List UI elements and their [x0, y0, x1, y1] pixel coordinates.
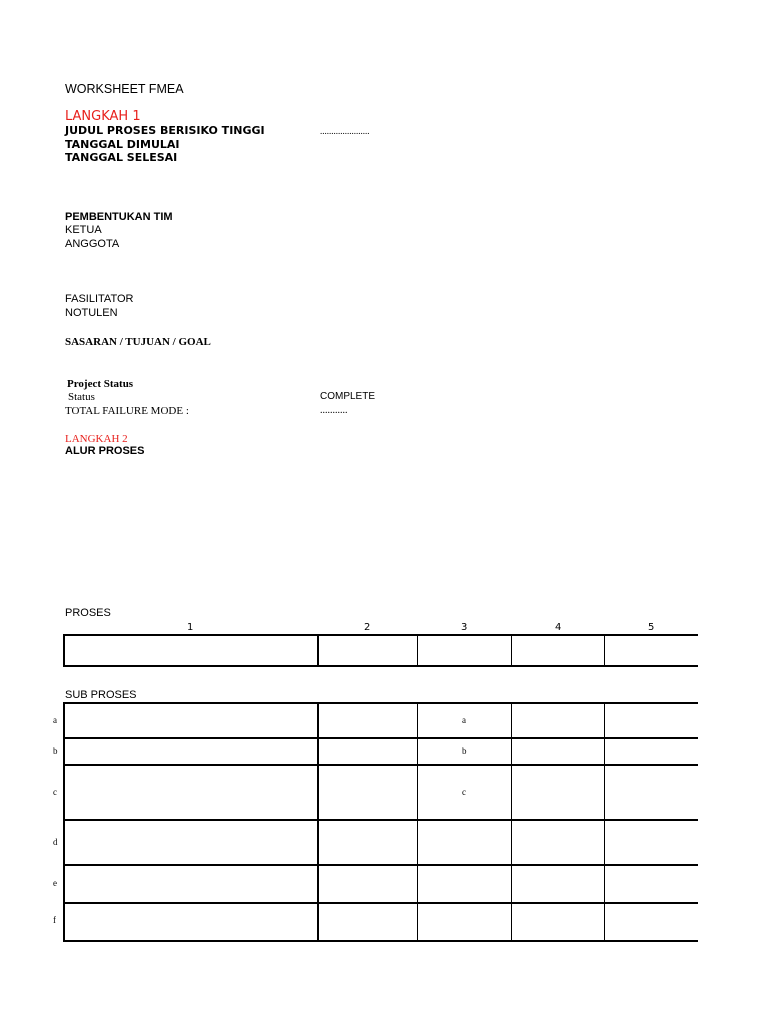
table-border — [63, 702, 65, 942]
status-value: COMPLETE — [320, 391, 376, 402]
sub-proses-row-label: d — [53, 837, 58, 847]
tanggal-dimulai-label: TANGGAL DIMULAI — [65, 138, 180, 151]
langkah-2-heading: LANGKAH 2 — [65, 433, 128, 445]
table-border — [511, 634, 512, 667]
sub-proses-row-label: f — [53, 915, 56, 925]
alur-proses-label: ALUR PROSES — [65, 445, 145, 457]
proses-column-number: 1 — [187, 622, 194, 633]
table-border — [63, 634, 65, 667]
sub-proses-inner-label: b — [462, 746, 467, 756]
sub-proses-inner-label: a — [462, 715, 466, 725]
sub-proses-inner-label: c — [462, 787, 466, 797]
table-border — [63, 864, 698, 866]
judul-proses-label: JUDUL PROSES BERISIKO TINGGI — [65, 124, 265, 137]
proses-column-number: 4 — [555, 622, 562, 633]
project-status-heading: Project Status — [67, 378, 134, 390]
table-border — [63, 702, 698, 704]
ketua-label: KETUA — [65, 224, 102, 236]
table-border — [63, 764, 698, 766]
proses-label: PROSES — [65, 607, 111, 619]
table-border — [63, 902, 698, 904]
table-border — [417, 702, 418, 942]
proses-column-number: 3 — [461, 622, 468, 633]
status-label: Status — [68, 391, 95, 403]
total-failure-mode-label: TOTAL FAILURE MODE : — [65, 405, 189, 417]
table-border — [511, 702, 512, 942]
table-border — [63, 737, 698, 739]
table-border — [317, 634, 319, 667]
notulen-label: NOTULEN — [65, 307, 118, 319]
proses-column-number: 2 — [364, 622, 371, 633]
sub-proses-label: SUB PROSES — [65, 689, 137, 701]
table-border — [604, 702, 605, 942]
page-title: WORKSHEET FMEA — [65, 82, 184, 96]
anggota-label: ANGGOTA — [65, 238, 120, 250]
pembentukan-tim-heading: PEMBENTUKAN TIM — [65, 211, 173, 223]
tanggal-selesai-label: TANGGAL SELESAI — [65, 151, 178, 164]
proses-column-number: 5 — [648, 622, 655, 633]
table-border — [604, 634, 605, 667]
table-border — [417, 634, 418, 667]
sub-proses-row-label: a — [53, 715, 57, 725]
table-border — [63, 819, 698, 821]
sub-proses-row-label: c — [53, 787, 57, 797]
langkah-1-heading: LANGKAH 1 — [65, 109, 141, 124]
table-border — [317, 702, 319, 942]
total-failure-mode-value: ........... — [320, 405, 348, 416]
sub-proses-row-label: b — [53, 746, 58, 756]
judul-proses-value: ...................... — [320, 126, 370, 136]
sub-proses-row-label: e — [53, 878, 57, 888]
table-border — [63, 940, 698, 942]
fasilitator-label: FASILITATOR — [65, 293, 134, 305]
sasaran-heading: SASARAN / TUJUAN / GOAL — [65, 336, 211, 348]
table-border — [63, 634, 698, 636]
table-border — [63, 665, 698, 667]
